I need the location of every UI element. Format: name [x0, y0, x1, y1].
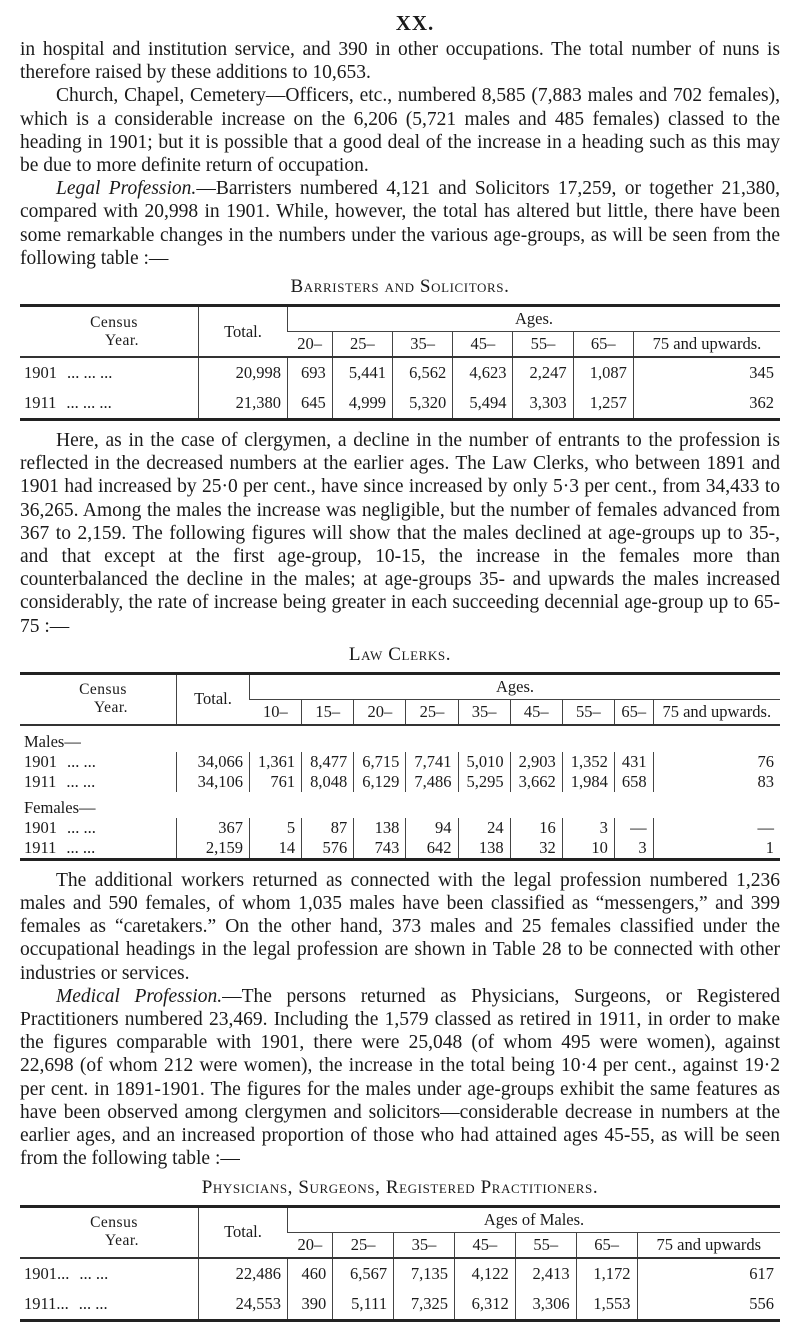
age-value-cell: 761: [250, 772, 302, 792]
age-value-cell: 1: [653, 838, 780, 860]
paragraph-legal-additional: The additional workers returned as connected with the legal profession numbered 1,236 males and 590 females, of whom 1,035 males have been classified as “messengers,” and 399 females as “caretakers.” On the other hand, 373 males and 25 females classified under the occupational headings in the legal profession are shown in Table 28 to be connected with other industries or services.: [20, 869, 780, 984]
age-group-header: 45–: [454, 1232, 515, 1258]
age-value-cell: 5,494: [453, 388, 513, 420]
age-group-header: 65–: [573, 332, 633, 358]
page-number: XX.: [395, 11, 435, 35]
females-section-label: Females—: [24, 797, 96, 817]
age-value-cell: 7,741: [406, 752, 458, 772]
year-value: 1901...: [24, 1263, 70, 1283]
age-group-header: 25–: [332, 332, 392, 358]
age-value-cell: 7,486: [406, 772, 458, 792]
paragraph-nuns: in hospital and institution service, and 390 in other occupations. The total number of nuns is therefore raised by these additions to 10,653.: [20, 39, 780, 84]
leader-dots: ... ...: [67, 751, 96, 771]
age-value-cell: 5,320: [392, 388, 452, 420]
age-group-header: 20–: [354, 699, 406, 725]
leader-dots: ... ...: [66, 837, 96, 857]
age-group-header: 20–: [288, 332, 333, 358]
year-value: 1901: [24, 751, 57, 771]
leader-dots: ... ...: [67, 817, 96, 837]
year-value: 1901: [24, 363, 57, 383]
age-value-cell: 1,553: [576, 1289, 637, 1321]
age-value-cell: 3: [562, 818, 614, 838]
total-header: Total.: [199, 306, 288, 358]
year-value: 1911: [24, 393, 57, 413]
age-group-header: 55–: [513, 332, 573, 358]
females-section-row: [20, 792, 780, 818]
age-value-cell: 1,172: [576, 1258, 637, 1289]
age-value-cell: 642: [406, 838, 458, 860]
paragraph-church-officers: Church, Chapel, Cemetery—Officers, etc., numbered 8,585 (7,883 males and 702 females), which is a considerable increase on the 6,206 (5,721 males and 485 females) classed to the heading in 1901; but it is possible that a good deal of the increase in a heading such as this may be due to more definite return of occupation.: [20, 85, 780, 177]
age-value-cell: 6,567: [333, 1258, 394, 1289]
census-label: Census: [79, 681, 127, 699]
age-value-cell: 8,477: [302, 752, 354, 772]
age-value-cell: —: [653, 818, 780, 838]
census-label: Census: [90, 1214, 138, 1231]
census-year-cell: [20, 388, 199, 420]
age-group-header: 35–: [394, 1232, 455, 1258]
age-value-cell: 431: [614, 752, 653, 772]
age-value-cell: 3,306: [515, 1289, 576, 1321]
age-value-cell: 1,361: [250, 752, 302, 772]
age-value-cell: 1,984: [562, 772, 614, 792]
age-value-cell: 5,010: [458, 752, 510, 772]
age-value-cell: 693: [288, 357, 333, 388]
census-year-cell: [20, 818, 177, 838]
table-row: [20, 838, 780, 860]
medical-profession-heading: Medical Profession.: [56, 985, 223, 1007]
total-cell: 21,380: [199, 388, 288, 420]
age-value-cell: 76: [653, 752, 780, 772]
total-header: Total.: [199, 1206, 288, 1258]
age-value-cell: 7,325: [394, 1289, 455, 1321]
age-value-cell: 460: [288, 1258, 333, 1289]
year-value: 1911: [24, 837, 57, 857]
age-value-cell: 362: [633, 388, 780, 420]
census-year-cell: [20, 772, 177, 792]
age-value-cell: 10: [562, 838, 614, 860]
age-value-cell: 138: [354, 818, 406, 838]
age-group-header: 25–: [333, 1232, 394, 1258]
age-value-cell: 5,295: [458, 772, 510, 792]
age-group-header: 10–: [250, 699, 302, 725]
census-year-cell: [20, 1258, 199, 1289]
table-row: [20, 357, 780, 388]
law-clerks-table: [20, 672, 780, 861]
age-value-cell: 1,352: [562, 752, 614, 772]
age-value-cell: 2,247: [513, 357, 573, 388]
total-cell: 22,486: [199, 1258, 288, 1289]
age-value-cell: 743: [354, 838, 406, 860]
age-value-cell: 8,048: [302, 772, 354, 792]
total-cell: 2,159: [177, 838, 250, 860]
age-value-cell: 6,715: [354, 752, 406, 772]
age-value-cell: 345: [633, 357, 780, 388]
census-year-cell: [20, 1289, 199, 1321]
age-value-cell: 3: [614, 838, 653, 860]
males-section-label: Males—: [24, 731, 81, 751]
age-group-header: 75 and upwards.: [633, 332, 780, 358]
age-value-cell: 138: [458, 838, 510, 860]
age-value-cell: 5: [250, 818, 302, 838]
age-group-header: 35–: [458, 699, 510, 725]
age-value-cell: 1,087: [573, 357, 633, 388]
age-group-header: 35–: [392, 332, 452, 358]
age-value-cell: 87: [302, 818, 354, 838]
barristers-solicitors-table: [20, 304, 780, 421]
legal-profession-heading: Legal Profession.: [56, 178, 197, 200]
paragraph-medical-profession: [20, 985, 780, 1171]
age-group-header: 45–: [453, 332, 513, 358]
census-year-header: [20, 306, 199, 358]
age-value-cell: 556: [637, 1289, 780, 1321]
age-value-cell: 5,111: [333, 1289, 394, 1321]
table-row: [20, 772, 780, 792]
legal-profession-text: —Barristers numbered 4,121 and Solicitors 17,259, or together 21,380, compared with 20,998 in 1901. While, however, the total has altered but little, there have been some remarkable changes in the numbers under the various age-groups, as will be seen from the following table :—: [20, 178, 780, 269]
age-value-cell: 4,122: [454, 1258, 515, 1289]
total-cell: 24,553: [199, 1289, 288, 1321]
age-value-cell: 5,441: [332, 357, 392, 388]
census-year-cell: [20, 838, 177, 860]
age-value-cell: 6,312: [454, 1289, 515, 1321]
age-group-header: 65–: [614, 699, 653, 725]
leader-dots: ... ...: [79, 1263, 109, 1283]
document-page: [20, 0, 780, 1322]
total-cell: 20,998: [199, 357, 288, 388]
census-year-header: [20, 673, 177, 725]
age-group-header: 55–: [515, 1232, 576, 1258]
ages-header: Ages of Males.: [288, 1206, 781, 1232]
leader-dots: ... ...: [66, 771, 96, 791]
age-value-cell: 390: [288, 1289, 333, 1321]
law-clerks-table-title: Law Clerks.: [348, 643, 452, 665]
census-year-header: [20, 1206, 199, 1258]
census-label: Census: [90, 313, 138, 331]
age-value-cell: 94: [406, 818, 458, 838]
age-value-cell: 658: [614, 772, 653, 792]
age-group-header: 20–: [288, 1232, 333, 1258]
age-value-cell: 2,413: [515, 1258, 576, 1289]
age-value-cell: 576: [302, 838, 354, 860]
ages-header: Ages.: [288, 306, 781, 332]
barristers-table-title: Barristers and Solicitors.: [290, 276, 510, 298]
age-value-cell: 14: [250, 838, 302, 860]
census-year-cell: [20, 752, 177, 772]
medical-profession-text: —The persons returned as Physicians, Surgeons, or Registered Practitioners numbered 23,469. Including the 1,579 classed as retired in 1911, in order to make the figures comparable with 1901, there were 25,048 (of whom 495 were women), against 22,698 (of whom 212 were women), the increase in the total being 10·4 per cent., against 19·2 per cent. in 1891-1901. The figures for the males under age-groups exhibit the same features as have been observed among clergymen and solicitors—considerable decrease in numbers at the earlier ages, and an increased proportion of those who had attained ages 45-55, as will be seen from the following table :—: [20, 985, 780, 1170]
leader-dots: ... ... ...: [67, 363, 113, 383]
year-label: Year.: [104, 331, 140, 349]
year-value: 1911...: [24, 1293, 69, 1313]
age-value-cell: 6,562: [392, 357, 452, 388]
total-cell: 34,066: [177, 752, 250, 772]
year-value: 1901: [24, 817, 57, 837]
age-group-header: 75 and upwards.: [653, 699, 780, 725]
age-group-header: 55–: [562, 699, 614, 725]
age-group-header: 45–: [510, 699, 562, 725]
year-value: 1911: [24, 771, 57, 791]
physicians-table-title: Physicians, Surgeons, Registered Practitioners.: [201, 1176, 599, 1198]
physicians-table: [20, 1205, 780, 1322]
age-value-cell: 83: [653, 772, 780, 792]
year-label: Year.: [93, 699, 129, 717]
age-group-header: 75 and upwards: [637, 1232, 780, 1258]
census-year-cell: [20, 357, 199, 388]
table-row: [20, 752, 780, 772]
age-value-cell: 3,662: [510, 772, 562, 792]
table-row: [20, 388, 780, 420]
age-value-cell: —: [614, 818, 653, 838]
leader-dots: ... ... ...: [66, 393, 112, 413]
leader-dots: ... ...: [78, 1293, 108, 1313]
table-row: [20, 818, 780, 838]
age-value-cell: 1,257: [573, 388, 633, 420]
age-value-cell: 3,303: [513, 388, 573, 420]
age-value-cell: 32: [510, 838, 562, 860]
age-value-cell: 645: [288, 388, 333, 420]
total-header: Total.: [177, 673, 250, 725]
age-group-header: 15–: [302, 699, 354, 725]
age-value-cell: 2,903: [510, 752, 562, 772]
year-label: Year.: [104, 1232, 140, 1249]
paragraph-law-clerks: Here, as in the case of clergymen, a decline in the number of entrants to the profession is reflected in the decreased numbers at the earlier ages. The Law Clerks, who between 1891 and 1901 had increased by 25·0 per cent., have since increased by only 5·3 per cent., from 34,433 to 36,265. Among the males the increase was negligible, but the number of females advanced from 367 to 2,159. The following figures will show that the males declined at age-groups up to 35-, and that except at the first age-group, 10-15, the increase in the females more than counterbalanced the decline in the males; at age-groups 35- and upwards the males increased considerably, the rate of increase being greater in each succeeding decennial age-group up to 65-75 :—: [20, 430, 780, 637]
age-group-header: 65–: [576, 1232, 637, 1258]
age-value-cell: 4,999: [332, 388, 392, 420]
age-value-cell: 617: [637, 1258, 780, 1289]
total-cell: 367: [177, 818, 250, 838]
paragraph-legal-profession: [20, 177, 780, 270]
total-cell: 34,106: [177, 772, 250, 792]
table-row: [20, 1258, 780, 1289]
age-value-cell: 6,129: [354, 772, 406, 792]
age-value-cell: 7,135: [394, 1258, 455, 1289]
table-row: [20, 1289, 780, 1321]
age-value-cell: 16: [510, 818, 562, 838]
ages-header: Ages.: [250, 673, 781, 699]
age-value-cell: 24: [458, 818, 510, 838]
age-group-header: 25–: [406, 699, 458, 725]
age-value-cell: 4,623: [453, 357, 513, 388]
